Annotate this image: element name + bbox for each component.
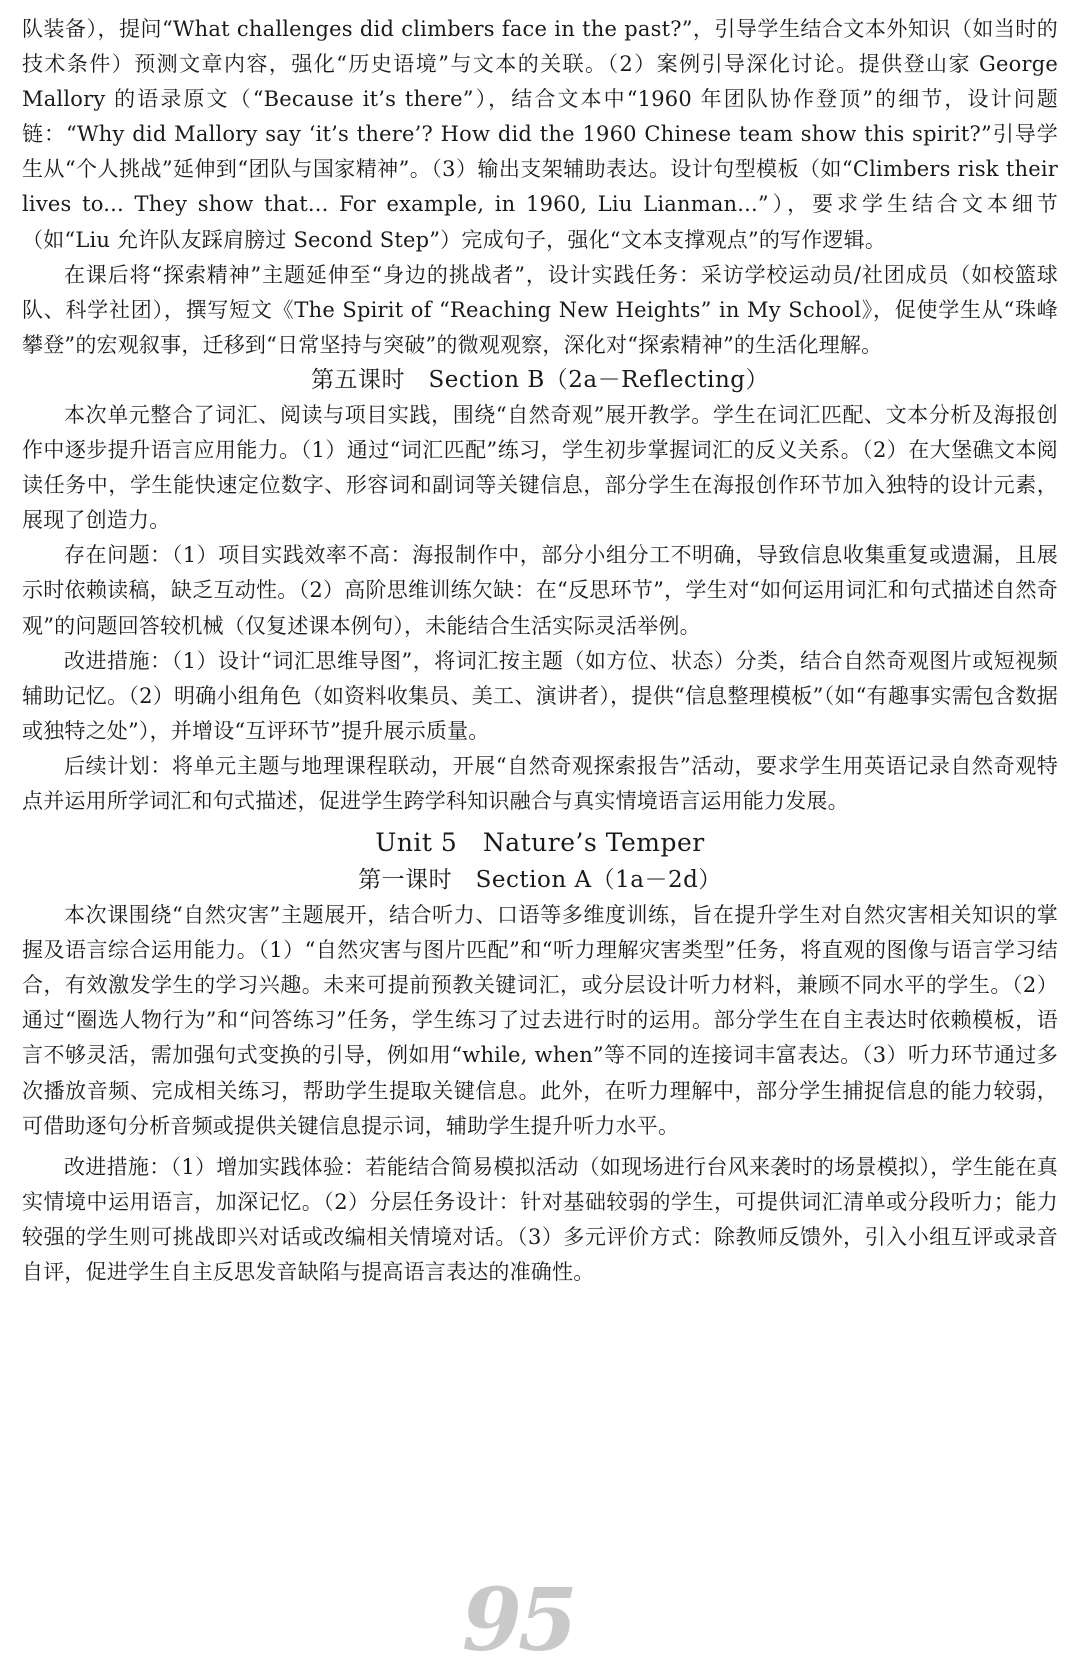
paragraph-after-class-extension: 在课后将“探索精神”主题延伸至“身边的挑战者”，设计实践任务：采访学校运动员/社团成员（如校篮球队、科学社团），撰写短文《The Spirit of “Reaching New Heights” in My School》，促使学生从“珠峰攀登”的宏观叙事，迁移到“日常坚持与突破”的微观观察，深化对“探索精神”的生活化理解。 — [22, 262, 1058, 357]
unit-5-heading: Unit 5 Nature’s Temper — [375, 828, 705, 858]
lesson-5-follow-up: 后续计划：将单元主题与地理课程联动，开展“自然奇观探索报告”活动，要求学生用英语记录自然奇观特点并运用所学词汇和句式描述，促进学生跨学科知识融合与真实情境语言运用能力发展。 — [22, 753, 1058, 813]
lesson-5-summary: 本次单元整合了词汇、阅读与项目实践，围绕“自然奇观”展开教学。学生在词汇匹配、文本分析及海报创作中逐步提升语言应用能力。（1）通过“词汇匹配”练习，学生初步掌握词汇的反义关系。（2）在大堡礁文本阅读任务中，学生能快速定位数字、形容词和副词等关键信息，部分学生在海报创作环节加入独特的设计元素，展现了创造力。 — [22, 402, 1058, 533]
paragraph-intro-continued: 队装备），提问“What challenges did climbers face in the past?”，引导学生结合文本外知识（如当时的技术条件）预测文章内容，强化“历史语境”与文本的关联。（2）案例引导深化讨论。提供登山家 George Mallory 的语录原文（“Because it’s there”），结合文本中“1960 年团队协作登顶”的细节，设计问题链：“Why did Mallory say ‘it’s there’? How did the 1960 Chinese team show this spirit?”引导学生从“个人挑战”延伸到“团队与国家精神”。（3）输出支架辅助表达。设计句型模板（如“Climbers risk their lives to... They show that... For example, in 1960, Liu Lianman...”），要求学生结合文本细节（如“Liu 允许队友踩肩膀过 Second Step”）完成句子，强化“文本支撑观点”的写作逻辑。 — [22, 17, 1058, 252]
lesson-5-heading: 第五课时 Section B（2a－Reflecting） — [311, 366, 769, 393]
document-page — [22, 12, 1058, 1290]
unit-5-lesson-1-summary: 本次课围绕“自然灾害”主题展开，结合听力、口语等多维度训练，旨在提升学生对自然灾害相关知识的掌握及语言综合运用能力。（1）“自然灾害与图片匹配”和“听力理解灾害类型”任务，将直观的图像与语言学习结合，有效激发学生的学习兴趣。未来可提前预教关键词汇，或分层设计听力材料，兼顾不同水平的学生。（2）通过“圈选人物行为”和“问答练习”任务，学生练习了过去进行时的运用。部分学生在自主表达时依赖模板，语言不够灵活，需加强句式变换的引导，例如用“while, when”等不同的连接词丰富表达。（3）听力环节通过多次播放音频、完成相关练习，帮助学生提取关键信息。此外，在听力理解中，部分学生捕捉信息的能力较弱，可借助逐句分析音频或提供关键信息提示词，辅助学生提升听力水平。 — [22, 903, 1058, 1138]
unit-5-lesson-1-heading: 第一课时 Section A（1a－2d） — [358, 867, 722, 894]
lesson-5-problems: 存在问题：（1）项目实践效率不高：海报制作中，部分小组分工不明确，导致信息收集重复或遗漏，且展示时依赖读稿，缺乏互动性。（2）高阶思维训练欠缺：在“反思环节”，学生对“如何运用词汇和句式描述自然奇观”的问题回答较机械（仅复述课本例句），未能结合生活实际灵活举例。 — [22, 543, 1058, 638]
unit-5-lesson-1-improvements: 改进措施：（1）增加实践体验：若能结合简易模拟活动（如现场进行台风来袭时的场景模拟），学生能在真实情境中运用语言，加深记忆。（2）分层任务设计：针对基础较弱的学生，可提供词汇清单或分段听力；能力较强的学生则可挑战即兴对话或改编相关情境对话。（3）多元评价方式：除教师反馈外，引入小组互评或录音自评，促进学生自主反思发音缺陷与提高语言表达的准确性。 — [22, 1154, 1058, 1284]
page-number: 95 — [462, 1570, 574, 1671]
lesson-5-improvements: 改进措施：（1）设计“词汇思维导图”，将词汇按主题（如方位、状态）分类，结合自然奇观图片或短视频辅助记忆。（2）明确小组角色（如资料收集员、美工、演讲者），提供“信息整理模板”（如“有趣事实需包含数据或独特之处”），并增设“互评环节”提升展示质量。 — [22, 648, 1058, 743]
